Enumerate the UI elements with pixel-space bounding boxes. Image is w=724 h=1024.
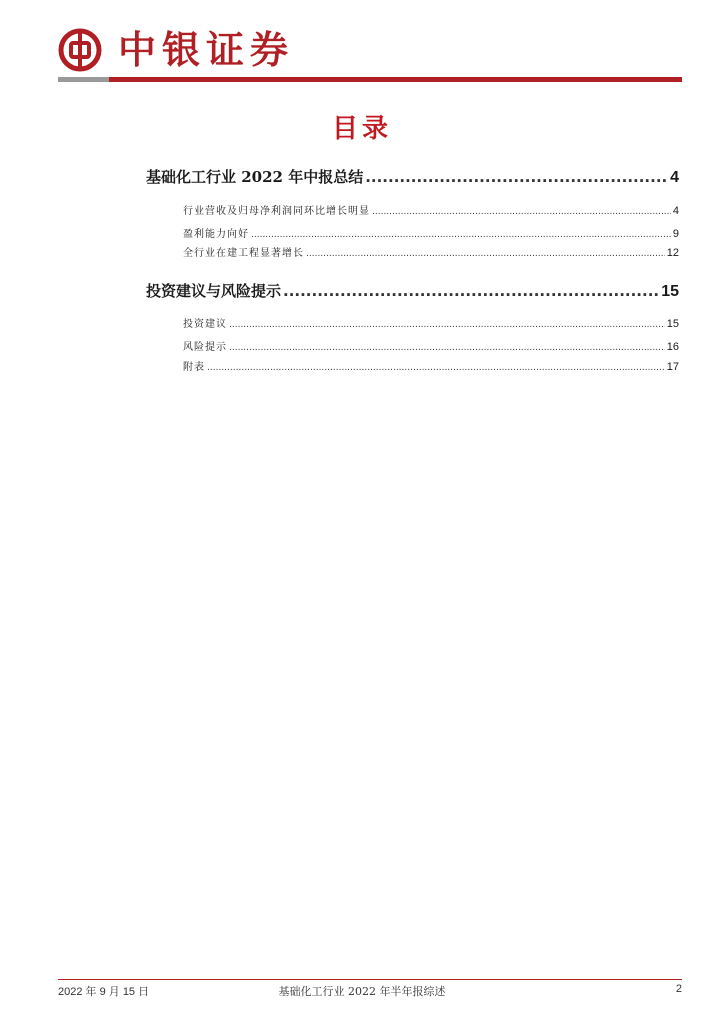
footer-report-title: 基础化工行业 2022 年半年报综述 [278,985,446,998]
toc-leader-dots [229,320,665,330]
toc-page-number: 9 [672,228,679,240]
toc-page-number: 4 [672,205,679,217]
footer-page-number: 2 [675,983,682,995]
footer-rule [58,979,682,980]
header-rule-gray [58,77,109,82]
toc-section-label: 投资建议与风险提示 [146,282,282,300]
toc-leader-dots [251,230,671,240]
toc-leader-dots [283,282,659,300]
toc-leader-dots [365,168,668,186]
toc-item-label: 风险提示 [183,342,227,353]
toc-item-label: 全行业在建工程显著增长 [183,248,304,259]
toc-section-1[interactable] [146,166,679,187]
toc-item[interactable] [183,358,679,373]
toc-page-number: 4 [670,169,679,186]
toc-page-number: 16 [666,341,679,353]
toc-leader-dots [207,363,665,373]
bank-of-china-logo-icon [58,28,102,72]
toc-item-label: 盈利能力向好 [183,229,249,240]
page-header [58,24,682,84]
toc-page-number: 17 [666,361,679,373]
toc-leader-dots [306,249,665,259]
toc-item[interactable] [183,202,679,217]
header-rule-red [109,77,682,82]
toc-item[interactable] [183,225,679,240]
toc-title: 目录 [331,114,392,144]
footer-date: 2022 年 9 月 15 日 [58,986,150,998]
toc-item[interactable] [183,244,679,259]
toc-item-label: 行业营收及归母净利润同环比增长明显 [183,206,370,217]
toc-item[interactable] [183,315,679,330]
toc-page-number: 12 [666,247,679,259]
toc-item[interactable] [183,338,679,353]
brand-name: 中银证券 [118,27,295,72]
toc-item-label: 投资建议 [183,319,227,330]
toc-leader-dots [372,207,671,217]
toc-page-number: 15 [661,283,679,300]
toc-section-label: 基础化工行业 2022 年中报总结 [146,168,364,186]
toc-section-2[interactable] [146,280,679,301]
toc-item-label: 附表 [183,362,205,373]
toc-leader-dots [229,343,665,353]
toc-page-number: 15 [666,318,679,330]
